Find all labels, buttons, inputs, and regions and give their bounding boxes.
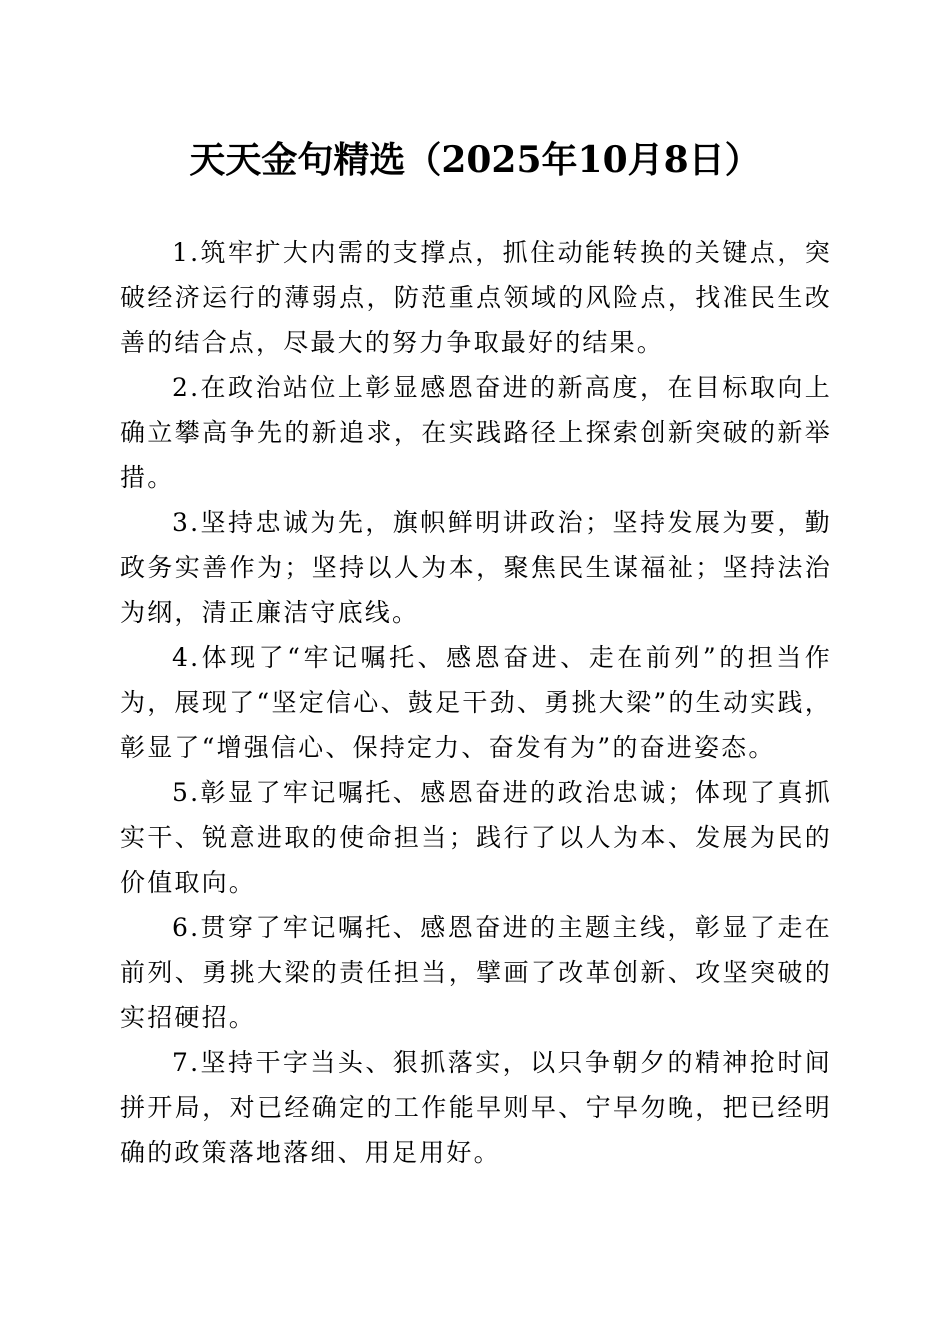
paragraph-2: 2.在政治站位上彰显感恩奋进的新高度，在目标取向上确立攀高争先的新追求，在实践路径上探索创新突破的新举措。 bbox=[120, 373, 832, 492]
paragraph-6: 6.贯穿了牢记嘱托、感恩奋进的主题主线，彰显了走在前列、勇挑大梁的责任担当，擘画了改革创新、攻坚突破的实招硬招。 bbox=[120, 913, 832, 1032]
document-body bbox=[120, 230, 832, 1175]
paragraph-4: 4.体现了“牢记嘱托、感恩奋进、走在前列”的担当作为，展现了“坚定信心、鼓足干劲、勇挑大梁”的生动实践，彰显了“增强信心、保持定力、奋发有为”的奋进姿态。 bbox=[120, 643, 832, 762]
paragraph-1: 1.筑牢扩大内需的支撑点，抓住动能转换的关键点，突破经济运行的薄弱点，防范重点领域的风险点，找准民生改善的结合点，尽最大的努力争取最好的结果。 bbox=[120, 238, 832, 357]
paragraph-5: 5.彰显了牢记嘱托、感恩奋进的政治忠诚；体现了真抓实干、锐意进取的使命担当；践行了以人为本、发展为民的价值取向。 bbox=[120, 778, 832, 897]
document-title: 天天金句精选（2025年10月8日） bbox=[189, 139, 761, 181]
paragraph-3: 3.坚持忠诚为先，旗帜鲜明讲政治；坚持发展为要，勤政务实善作为；坚持以人为本，聚焦民生谋福祉；坚持法治为纲，清正廉洁守底线。 bbox=[120, 508, 832, 627]
paragraph-7: 7.坚持干字当头、狠抓落实，以只争朝夕的精神抢时间拼开局，对已经确定的工作能早则早、宁早勿晚，把已经明确的政策落地落细、用足用好。 bbox=[120, 1048, 832, 1167]
